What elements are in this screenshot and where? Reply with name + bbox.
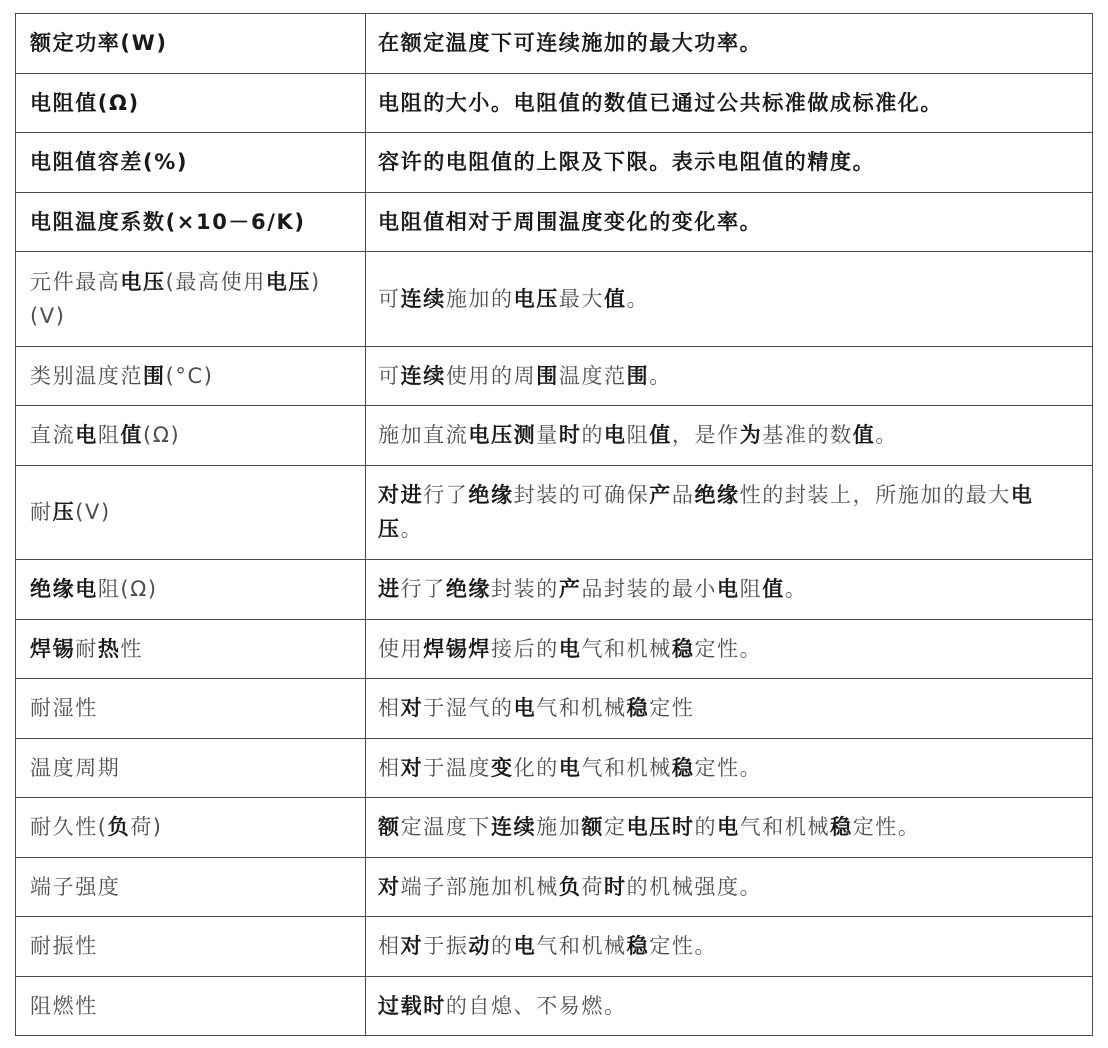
description-text: 时 bbox=[558, 423, 582, 448]
cell-line bbox=[378, 282, 1092, 316]
description-text: 电阻值相对于周围温度变化的变化率。 bbox=[378, 209, 763, 234]
cell-line bbox=[30, 989, 365, 1023]
description-text: ，是作 bbox=[671, 423, 740, 448]
description-text: 行了 bbox=[423, 483, 469, 508]
description-text: 施加直流 bbox=[378, 423, 469, 448]
description-text: 气和机械 bbox=[739, 815, 831, 840]
cell-line bbox=[378, 478, 1092, 512]
description-text: 对 bbox=[378, 874, 401, 899]
cell-line bbox=[378, 751, 1092, 785]
description-text: 绝缘 bbox=[468, 483, 514, 508]
description-text: 的自熄、不易燃。 bbox=[445, 993, 627, 1018]
description-text: 于振 bbox=[423, 934, 469, 959]
description-text: 产 bbox=[558, 577, 582, 602]
cell-line bbox=[30, 632, 365, 666]
table-row bbox=[16, 133, 1093, 193]
table-row bbox=[16, 192, 1093, 252]
term-cell bbox=[16, 798, 366, 858]
description-cell bbox=[366, 406, 1093, 466]
cell-line bbox=[378, 86, 1092, 120]
description-text: 品封装的最小 bbox=[581, 577, 718, 602]
term-text: 温度周期 bbox=[30, 755, 121, 780]
description-text: 。 bbox=[784, 577, 808, 602]
description-text: 封装的 bbox=[491, 577, 559, 602]
table-row bbox=[16, 406, 1093, 466]
term-text: 类别温度范 bbox=[30, 363, 143, 388]
term-cell bbox=[16, 346, 366, 406]
term-text: 电压 bbox=[120, 269, 166, 294]
description-text: 过载时 bbox=[378, 993, 446, 1018]
description-text: 进 bbox=[378, 577, 401, 602]
term-cell bbox=[16, 976, 366, 1036]
term-cell bbox=[16, 560, 366, 620]
description-text: 在额定温度下可连续施加的最大功率。 bbox=[378, 31, 763, 56]
cell-line bbox=[30, 359, 365, 393]
term-cell bbox=[16, 679, 366, 739]
cell-line bbox=[378, 205, 1092, 239]
term-text: 耐 bbox=[30, 500, 53, 525]
table-row bbox=[16, 976, 1093, 1036]
description-text: 连续 bbox=[400, 286, 446, 311]
term-text: 阻(Ω) bbox=[97, 577, 158, 602]
description-cell bbox=[366, 73, 1093, 133]
description-text: 定性。 bbox=[649, 934, 718, 959]
description-text: 稳 bbox=[671, 755, 695, 780]
description-text: 焊锡焊 bbox=[423, 636, 492, 661]
description-text: 相 bbox=[378, 934, 401, 959]
term-text: 焊锡 bbox=[30, 636, 76, 661]
table-row bbox=[16, 252, 1093, 347]
term-cell bbox=[16, 406, 366, 466]
term-text: 直流 bbox=[30, 423, 76, 448]
cell-line bbox=[378, 572, 1092, 606]
description-text: 围 bbox=[536, 363, 559, 388]
description-text: 值 bbox=[604, 286, 627, 311]
term-cell bbox=[16, 738, 366, 798]
spec-table bbox=[15, 13, 1093, 1036]
term-text: 电压 bbox=[265, 269, 312, 294]
description-text: 电 bbox=[513, 934, 537, 959]
description-text: 定性 bbox=[649, 696, 695, 721]
term-text: (°C) bbox=[165, 363, 214, 388]
description-text: 接后的 bbox=[491, 636, 559, 661]
description-text: 气和机械 bbox=[581, 755, 672, 780]
description-cell bbox=[366, 14, 1093, 74]
description-text: 容许的电阻值的上限及下限。表示电阻值的精度。 bbox=[378, 150, 876, 175]
description-text: 时 bbox=[604, 874, 627, 899]
description-text: 使用 bbox=[378, 636, 424, 661]
description-text: 于温度 bbox=[423, 755, 492, 780]
term-cell bbox=[16, 73, 366, 133]
description-text: 施加 bbox=[536, 815, 582, 840]
description-text: 稳 bbox=[671, 636, 695, 661]
description-text: 连续 bbox=[491, 815, 537, 840]
description-text: 对 bbox=[400, 696, 424, 721]
description-text: 最大 bbox=[558, 286, 605, 311]
description-text: 行了 bbox=[400, 577, 446, 602]
term-cell bbox=[16, 14, 366, 74]
term-text: (V) bbox=[75, 500, 111, 525]
description-text: 对 bbox=[400, 934, 424, 959]
table-row bbox=[16, 465, 1093, 560]
description-text: 气和机械 bbox=[536, 696, 627, 721]
description-text: 量 bbox=[536, 423, 559, 448]
description-text: 值 bbox=[852, 423, 876, 448]
description-text: 性的封装上，所施加的最大 bbox=[739, 483, 1011, 508]
description-text: 端子部施加机械 bbox=[400, 874, 559, 899]
description-cell bbox=[366, 619, 1093, 679]
term-text: 阻 bbox=[97, 423, 121, 448]
description-text: 电 bbox=[558, 636, 582, 661]
cell-line bbox=[378, 145, 1092, 179]
description-text: 电压 bbox=[513, 286, 559, 311]
term-text: 耐湿性 bbox=[30, 696, 98, 721]
description-text: 定性。 bbox=[694, 636, 763, 661]
term-text: 负 bbox=[107, 815, 131, 840]
cell-line bbox=[378, 512, 1092, 546]
cell-line bbox=[378, 989, 1092, 1023]
description-text: 电 bbox=[717, 815, 740, 840]
cell-line bbox=[378, 929, 1092, 963]
description-text: 定温度下 bbox=[400, 815, 492, 840]
description-cell bbox=[366, 976, 1093, 1036]
term-text: 耐久性( bbox=[30, 815, 108, 840]
description-text: 荷 bbox=[581, 874, 605, 899]
description-cell bbox=[366, 346, 1093, 406]
description-text: 定性。 bbox=[694, 755, 763, 780]
description-cell bbox=[366, 465, 1093, 560]
description-text: 定 bbox=[604, 815, 627, 840]
cell-line bbox=[30, 265, 365, 299]
term-text: 元件最高 bbox=[30, 269, 121, 294]
description-text: 温度范 bbox=[558, 363, 627, 388]
cell-line bbox=[30, 418, 365, 452]
table-row bbox=[16, 857, 1093, 917]
description-text: 。 bbox=[649, 363, 672, 388]
cell-line bbox=[30, 751, 365, 785]
table-row bbox=[16, 560, 1093, 620]
description-cell bbox=[366, 738, 1093, 798]
term-text: (Ω) bbox=[143, 423, 181, 448]
term-text: 热 bbox=[97, 636, 121, 661]
description-text: 额 bbox=[378, 815, 401, 840]
term-text: 值 bbox=[120, 423, 144, 448]
description-text: 气和机械 bbox=[536, 934, 627, 959]
term-text: (V) bbox=[30, 303, 66, 328]
description-text: 电压测 bbox=[468, 423, 537, 448]
cell-line bbox=[30, 929, 365, 963]
term-text: 性 bbox=[120, 636, 144, 661]
description-text: 产 bbox=[649, 483, 672, 508]
description-text: 的 bbox=[581, 423, 605, 448]
table-row bbox=[16, 73, 1093, 133]
description-text: 电 bbox=[717, 577, 740, 602]
table-row bbox=[16, 619, 1093, 679]
description-text: 电阻的大小。电阻值的数值已通过公共标准做成标准化。 bbox=[378, 90, 943, 115]
description-text: 动 bbox=[468, 934, 492, 959]
cell-line bbox=[378, 632, 1092, 666]
description-text: 。 bbox=[626, 286, 650, 311]
description-text: 绝缘 bbox=[694, 483, 740, 508]
description-text: 对进 bbox=[378, 483, 424, 508]
cell-line bbox=[378, 691, 1092, 725]
description-cell bbox=[366, 192, 1093, 252]
term-text: 端子强度 bbox=[30, 874, 121, 899]
term-cell bbox=[16, 192, 366, 252]
description-text: 电 bbox=[604, 423, 627, 448]
cell-line bbox=[378, 810, 1092, 844]
term-text: 压 bbox=[52, 500, 76, 525]
description-text: 相 bbox=[378, 696, 401, 721]
description-text: 可 bbox=[378, 286, 401, 311]
description-text: 品 bbox=[671, 483, 695, 508]
description-text: 压 bbox=[378, 517, 401, 542]
description-text: 气和机械 bbox=[581, 636, 672, 661]
description-text: 连续 bbox=[400, 363, 446, 388]
term-text: 电阻温度系数(×10－6/K) bbox=[30, 209, 306, 234]
term-text: ) bbox=[311, 269, 321, 294]
description-text: 电 bbox=[558, 755, 582, 780]
description-cell bbox=[366, 857, 1093, 917]
term-cell bbox=[16, 619, 366, 679]
term-cell bbox=[16, 857, 366, 917]
table-row bbox=[16, 14, 1093, 74]
description-text: 围 bbox=[626, 363, 650, 388]
cell-line bbox=[378, 359, 1092, 393]
cell-line bbox=[378, 26, 1092, 60]
term-text: 额定功率(W) bbox=[30, 31, 168, 56]
term-text: 电阻值容差(%) bbox=[30, 150, 189, 175]
cell-line bbox=[30, 26, 365, 60]
description-text: 绝缘 bbox=[445, 577, 492, 602]
cell-line bbox=[378, 418, 1092, 452]
description-cell bbox=[366, 252, 1093, 347]
description-text: 电 bbox=[1010, 483, 1034, 508]
description-text: 稳 bbox=[626, 934, 650, 959]
term-text: 围 bbox=[143, 363, 166, 388]
description-text: 。 bbox=[875, 423, 898, 448]
cell-line bbox=[30, 572, 365, 606]
description-text: 稳 bbox=[830, 815, 853, 840]
cell-line bbox=[30, 205, 365, 239]
description-cell bbox=[366, 917, 1093, 977]
description-text: 电压时 bbox=[626, 815, 695, 840]
description-text: 负 bbox=[558, 874, 582, 899]
table-row bbox=[16, 917, 1093, 977]
description-text: 封装的可确保 bbox=[513, 483, 650, 508]
spec-table-body bbox=[16, 14, 1093, 1036]
description-text: 对 bbox=[400, 755, 424, 780]
description-cell bbox=[366, 679, 1093, 739]
table-row bbox=[16, 679, 1093, 739]
description-text: 的 bbox=[694, 815, 718, 840]
term-cell bbox=[16, 917, 366, 977]
term-text: 绝缘电 bbox=[30, 577, 98, 602]
description-text: 额 bbox=[581, 815, 605, 840]
description-text: 阻 bbox=[626, 423, 650, 448]
description-text: 于湿气的 bbox=[423, 696, 514, 721]
term-cell bbox=[16, 252, 366, 347]
description-text: 阻 bbox=[739, 577, 763, 602]
description-cell bbox=[366, 133, 1093, 193]
description-text: 的机械强度。 bbox=[626, 874, 763, 899]
description-text: 定性。 bbox=[852, 815, 921, 840]
cell-line bbox=[30, 495, 365, 529]
description-cell bbox=[366, 798, 1093, 858]
cell-line bbox=[30, 870, 365, 904]
term-text: 耐 bbox=[75, 636, 98, 661]
description-text: 基准的数 bbox=[762, 423, 853, 448]
term-text: 电 bbox=[75, 423, 98, 448]
cell-line bbox=[30, 691, 365, 725]
term-cell bbox=[16, 133, 366, 193]
description-text: 相 bbox=[378, 755, 401, 780]
description-text: 变 bbox=[491, 755, 514, 780]
description-text: 为 bbox=[739, 423, 763, 448]
table-row bbox=[16, 738, 1093, 798]
cell-line bbox=[30, 86, 365, 120]
description-text: 值 bbox=[762, 577, 785, 602]
description-text: 。 bbox=[400, 517, 424, 542]
description-text: 值 bbox=[649, 423, 672, 448]
term-text: (最高使用 bbox=[165, 269, 266, 294]
term-text: 荷) bbox=[130, 815, 163, 840]
cell-line bbox=[378, 870, 1092, 904]
term-cell bbox=[16, 465, 366, 560]
description-text: 电 bbox=[513, 696, 537, 721]
description-text: 化的 bbox=[513, 755, 559, 780]
description-cell bbox=[366, 560, 1093, 620]
term-text: 耐振性 bbox=[30, 934, 98, 959]
description-text: 施加的 bbox=[445, 286, 514, 311]
table-row bbox=[16, 798, 1093, 858]
term-text: 电阻值(Ω) bbox=[30, 90, 140, 115]
description-text: 的 bbox=[491, 934, 514, 959]
description-text: 稳 bbox=[626, 696, 650, 721]
term-text: 阻燃性 bbox=[30, 993, 98, 1018]
description-text: 可 bbox=[378, 363, 401, 388]
cell-line bbox=[30, 145, 365, 179]
cell-line bbox=[30, 299, 365, 333]
table-row bbox=[16, 346, 1093, 406]
description-text: 使用的周 bbox=[445, 363, 537, 388]
cell-line bbox=[30, 810, 365, 844]
